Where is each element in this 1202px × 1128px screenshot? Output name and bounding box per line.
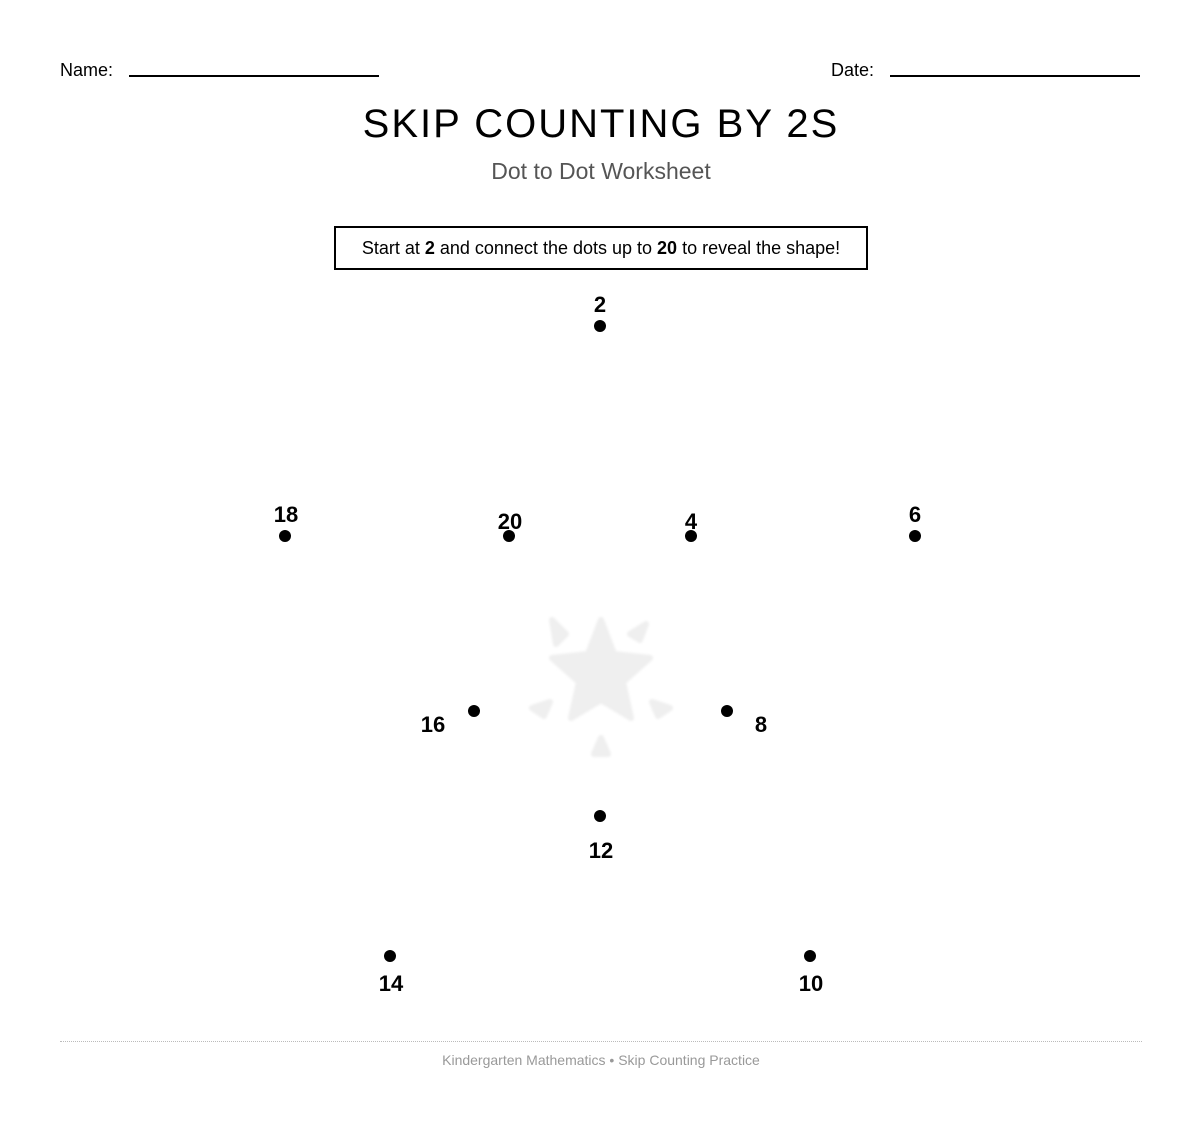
date-label: Date: xyxy=(831,60,875,80)
dot-label-16: 16 xyxy=(420,712,446,737)
dot-10[interactable] xyxy=(804,950,816,962)
dot-label-20: 20 xyxy=(497,509,523,534)
sparkle-star-icon xyxy=(526,612,676,762)
instruction-start-number: 2 xyxy=(424,237,435,258)
dot-8[interactable] xyxy=(721,705,733,717)
dot-12[interactable] xyxy=(594,810,606,822)
dot-16[interactable] xyxy=(468,705,480,717)
dot-label-10: 10 xyxy=(798,971,824,996)
dot-label-4: 4 xyxy=(684,509,698,534)
page-title: SKIP COUNTING BY 2S xyxy=(362,102,840,146)
dot-label-14: 14 xyxy=(378,971,404,996)
page-subtitle: Dot to Dot Worksheet xyxy=(491,158,711,184)
dot-14[interactable] xyxy=(384,950,396,962)
instruction-end-number: 20 xyxy=(657,237,678,258)
dot-label-2: 2 xyxy=(593,292,607,317)
instruction-text-1: Start at xyxy=(361,237,425,258)
footer-divider xyxy=(60,1041,1142,1042)
dot-2[interactable] xyxy=(594,320,606,332)
name-label: Name: xyxy=(60,60,114,80)
dot-label-6: 6 xyxy=(908,502,922,527)
instruction-text-3: to reveal the shape! xyxy=(677,237,841,258)
dot-6[interactable] xyxy=(909,530,921,542)
dot-18[interactable] xyxy=(279,530,291,542)
dot-label-12: 12 xyxy=(588,838,614,863)
dot-label-18: 18 xyxy=(273,502,299,527)
footer-text: Kindergarten Mathematics • Skip Counting Practice xyxy=(442,1052,760,1068)
instruction-text-2: and connect the dots up to xyxy=(434,237,658,258)
dot-label-8: 8 xyxy=(754,712,768,737)
